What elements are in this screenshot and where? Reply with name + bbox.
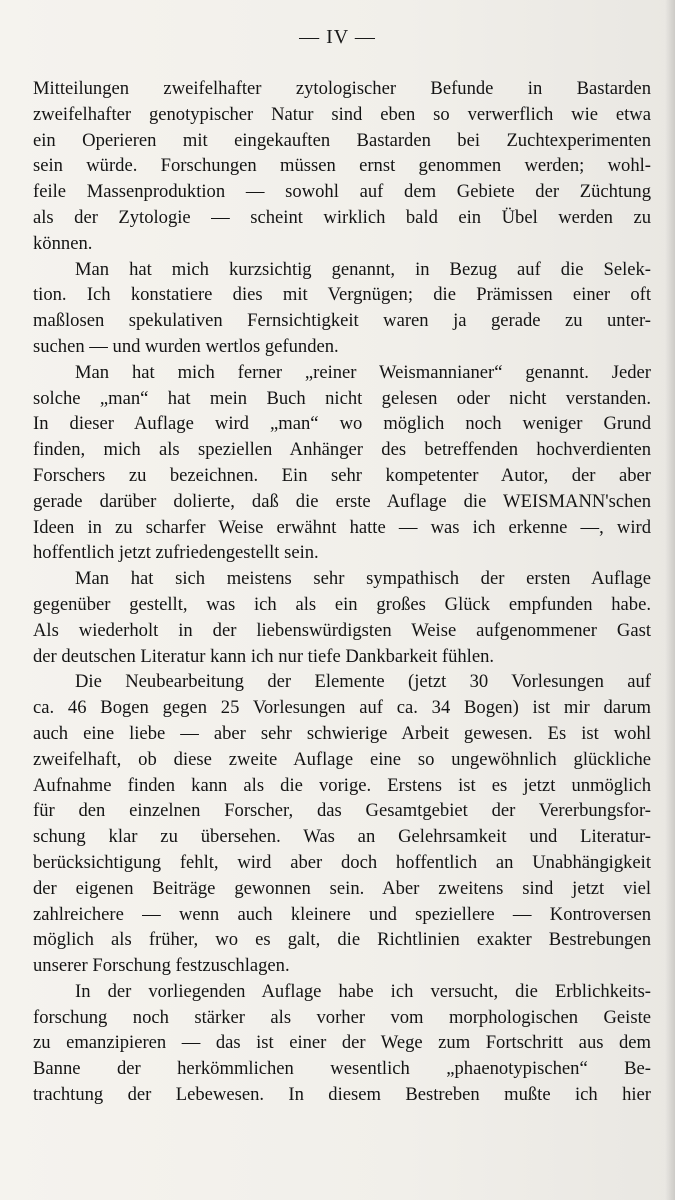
text-line: sein würde. Forschungen müssen ernst genommen werden; wohl-	[33, 155, 651, 177]
text-line: ca. 46 Bogen gegen 25 Vorlesungen auf ca. 34 Bogen) ist mir darum	[33, 697, 651, 719]
text-line: solche „man“ hat mein Buch nicht gelesen oder nicht verstanden.	[33, 387, 651, 409]
text-line: Banne der herkömmlichen wesentlich „phaenotypischen“ Be-	[33, 1058, 651, 1080]
text-line: ein Operieren mit eingekauften Bastarden bei Zuchtexperimenten	[33, 129, 651, 151]
text-line: Man hat mich kurzsichtig genannt, in Bezug auf die Selek-	[75, 258, 651, 280]
text-line: Mitteilungen zweifelhafter zytologischer Befunde in Bastarden	[33, 78, 651, 99]
body-text	[33, 76, 651, 1108]
text-line: Die Neubearbeitung der Elemente (jetzt 30 Vorlesungen auf	[75, 671, 651, 693]
text-line: Als wiederholt in der liebenswürdigsten Weise aufgenommener Gast	[33, 619, 651, 641]
text-line: feile Massenproduktion — sowohl auf dem Gebiete der Züchtung	[33, 181, 651, 203]
text-line: unserer Forschung festzuschlagen.	[33, 955, 290, 977]
text-line: zahlreichere — wenn auch kleinere und speziellere — Kontroversen	[33, 903, 651, 925]
text-line: als der Zytologie — scheint wirklich bald ein Übel werden zu	[33, 206, 651, 228]
text-line: zweifelhaft, ob diese zweite Auflage eine so ungewöhnlich glückliche	[33, 748, 651, 770]
text-line: der deutschen Literatur kann ich nur tiefe Dankbarkeit fühlen.	[33, 645, 495, 667]
page-number-header: — IV —	[299, 26, 376, 48]
text-line: gerade darüber dolierte, daß die erste Auflage die WEISMANN'schen	[33, 490, 651, 512]
text-line: schung klar zu übersehen. Was an Gelehrsamkeit und Literatur-	[33, 826, 651, 848]
text-line: hoffentlich jetzt zufriedengestellt sein.	[33, 542, 319, 564]
text-line: gegenüber gestellt, was ich als ein großes Glück empfunden habe.	[33, 593, 651, 615]
text-line: finden, mich als speziellen Anhänger des betreffenden hochverdienten	[33, 439, 651, 461]
text-line: In der vorliegenden Auflage habe ich versucht, die Erblichkeits-	[75, 980, 651, 1002]
text-line: zweifelhafter genotypischer Natur sind eben so verwerflich wie etwa	[33, 103, 651, 125]
text-line: Forschers zu bezeichnen. Ein sehr kompetenter Autor, der aber	[33, 464, 651, 486]
text-line: möglich als früher, wo es galt, die Richtlinien exakter Bestrebungen	[33, 929, 651, 951]
text-line: können.	[33, 232, 93, 254]
text-line: In dieser Auflage wird „man“ wo möglich noch weniger Grund	[33, 413, 651, 435]
text-line: forschung noch stärker als vorher vom morphologischen Geiste	[33, 1006, 651, 1028]
page-edge-shadow	[665, 0, 675, 1200]
text-line: maßlosen spekulativen Fernsichtigkeit waren ja gerade zu unter-	[33, 310, 651, 332]
text-line: Man hat mich ferner „reiner Weismannianer“ genannt. Jeder	[75, 361, 651, 383]
text-line: für den einzelnen Forscher, das Gesamtgebiet der Vererbungsfor-	[33, 800, 651, 822]
text-line: zu emanzipieren — das ist einer der Wege zum Fortschritt aus dem	[33, 1032, 651, 1054]
text-line: der eigenen Beiträge gewonnen sein. Aber zweitens sind jetzt viel	[33, 877, 651, 899]
text-line: trachtung der Lebewesen. In diesem Bestreben mußte ich hier	[33, 1084, 651, 1106]
text-line: auch eine liebe — aber sehr schwierige Arbeit gewesen. Es ist wohl	[33, 722, 651, 744]
text-line: Aufnahme finden kann als die vorige. Erstens ist es jetzt unmöglich	[33, 774, 651, 796]
text-line: tion. Ich konstatiere dies mit Vergnügen; die Prämissen einer oft	[33, 284, 651, 306]
text-line: suchen — und wurden wertlos gefunden.	[33, 335, 339, 357]
text-line: berücksichtigung fehlt, wird aber doch hoffentlich an Unabhängigkeit	[33, 851, 651, 873]
text-line: Man hat sich meistens sehr sympathisch der ersten Auflage	[75, 568, 651, 590]
text-line: Ideen in zu scharfer Weise erwähnt hatte — was ich erkenne —, wird	[33, 516, 651, 538]
